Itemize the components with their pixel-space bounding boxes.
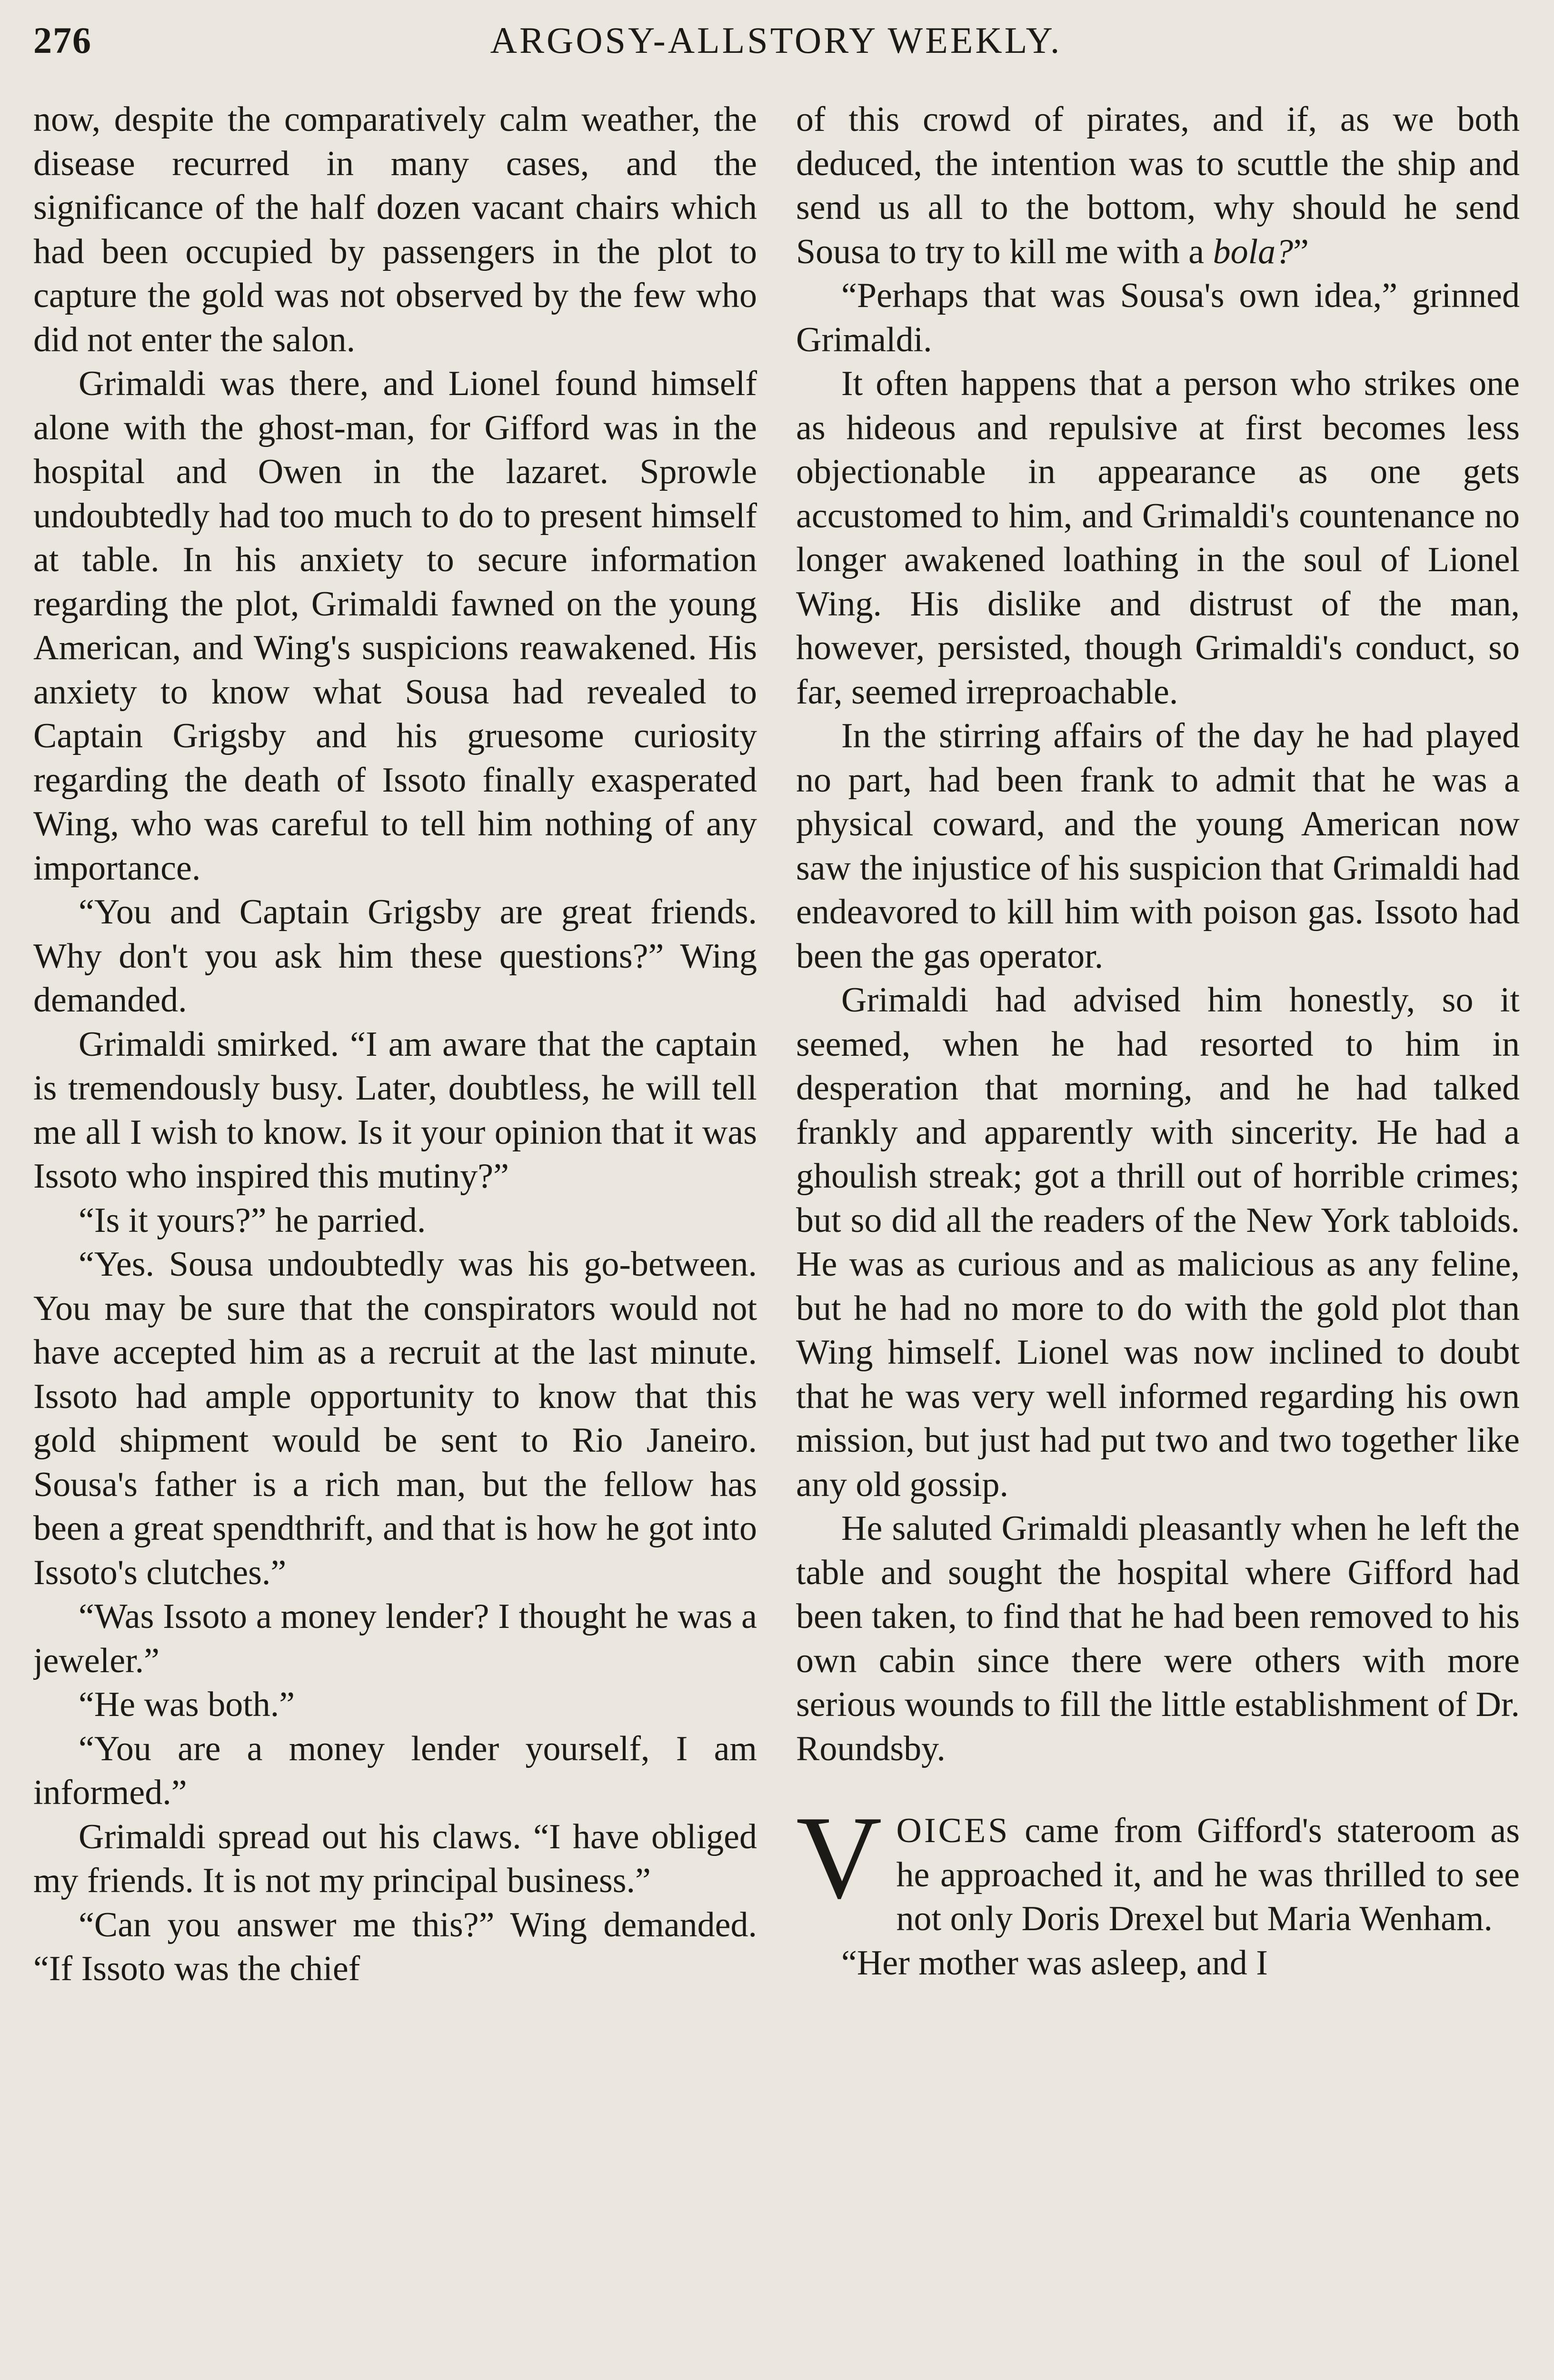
drop-cap: V: [796, 1792, 882, 1924]
paragraph: “You and Captain Grigsby are great friends. Why don't you ask him these questions?” Wing demanded.: [33, 892, 757, 1020]
paragraph: He saluted Grimaldi pleasantly when he left the table and sought the hospital where Gifford had been taken, to find that he had been removed to his own cabin since there were others with more serious wounds to fill the little establishment of Dr. Roundsby.: [796, 1509, 1520, 1768]
smallcaps-word: OICES: [896, 1811, 1010, 1850]
right-column: [796, 98, 1520, 2373]
paragraph: Grimaldi smirked. “I am aware that the captain is tremendously busy. Later, doubtless, he will tell me all I wish to know. Is it your opinion that it was Issoto who inspired this mutiny?”: [33, 1024, 757, 1196]
section-break: [796, 1771, 1520, 1809]
paragraph: Grimaldi had advised him honestly, so it seemed, when he had resorted to him in desperation that morning, and he had talked frankly and apparently with sincerity. He had a ghoulish streak; got a thrill out of horrible crimes; but so did all the readers of the New York tabloids. He was as curious and as malicious as any feline, but he had no more to do with the gold plot than Wing himself. Lionel was now inclined to doubt that he was very well informed regarding his own mission, but just had put two and two together like any old gossip.: [796, 981, 1520, 1504]
left-column: [33, 98, 757, 2373]
paragraph: It often happens that a person who strikes one as hideous and repulsive at first becomes less objectionable in appearance as one gets accustomed to him, and Grimaldi's countenance no longer awakened loathing in the soul of Lionel Wing. His dislike and distrust of the man, however, persisted, though Grimaldi's conduct, so far, seemed irreproachable.: [796, 364, 1520, 712]
paragraph: “Was Issoto a money lender? I thought he was a jeweler.”: [33, 1597, 757, 1680]
page-number: 276: [33, 20, 92, 61]
italic-word: bola?: [1213, 232, 1294, 271]
dropcap-paragraph-text: came from Gifford's stateroom as he approached it, and he was thrilled to see not only Doris Drexel but Maria Wenham.: [896, 1811, 1520, 1938]
running-head: ARGOSY-ALLSTORY WEEKLY.: [490, 20, 1062, 61]
paragraph: “Her mother was asleep, and I: [841, 1943, 1268, 1983]
closing-quote: ”: [1293, 232, 1309, 271]
paragraph: “Perhaps that was Sousa's own idea,” grinned Grimaldi.: [796, 276, 1520, 359]
paragraph: “He was both.”: [79, 1685, 295, 1724]
paragraph: now, despite the comparatively calm weather, the disease recurred in many cases, and the significance of the half dozen vacant chairs which had been occupied by passengers in the plot to capture the gold was not observed by the few who did not enter the salon.: [33, 100, 757, 359]
continued-paragraph: [796, 98, 1520, 274]
page-header: [33, 14, 1519, 71]
paragraph: “Can you answer me this?” Wing demanded. “If Issoto was the chief: [33, 1905, 757, 1988]
paragraph: Grimaldi was there, and Lionel found himself alone with the ghost-man, for Gifford was in the hospital and Owen in the lazaret. Sprowle undoubtedly had too much to do to present himself at table. In his anxiety to secure information regarding the plot, Grimaldi fawned on the young American, and Wing's suspicions reawakened. His anxiety to know what Sousa had revealed to Captain Grigsby and his gruesome curiosity regarding the death of Issoto finally exasperated Wing, who was careful to tell him nothing of any importance.: [33, 364, 757, 888]
paragraph: Grimaldi spread out his claws. “I have obliged my friends. It is not my principal business.”: [33, 1817, 757, 1900]
paragraph: In the stirring affairs of the day he had played no part, had been frank to admit that he was a physical coward, and the young American now saw the injustice of his suspicion that Grimaldi had endeavored to kill him with poison gas. Issoto had been the gas operator.: [796, 716, 1520, 976]
paragraph: “You are a money lender yourself, I am informed.”: [33, 1729, 757, 1812]
continued-text: of this crowd of pirates, and if, as we both deduced, the intention was to scuttle the ship and send us all to the bottom, why should he send Sousa to try to kill me with a: [796, 100, 1520, 271]
dropcap-paragraph: [796, 1792, 1520, 1941]
paragraph: “Is it yours?” he parried.: [79, 1200, 426, 1240]
paragraph: “Yes. Sousa undoubtedly was his go-between. You may be sure that the conspirators would not have accepted him as a recruit at the last minute. Issoto had ample opportunity to know that this gold shipment would be sent to Rio Janeiro. Sousa's father is a rich man, but the fellow has been a great spendthrift, and that is how he got into Issoto's clutches.”: [33, 1245, 757, 1592]
